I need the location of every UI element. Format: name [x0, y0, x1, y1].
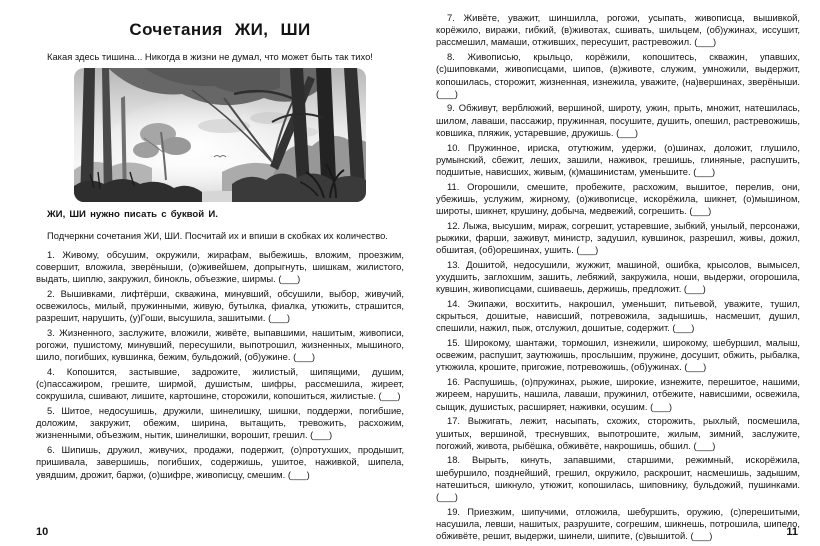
forest-illustration: [74, 68, 366, 202]
exercise-13: [436, 259, 800, 296]
exercise-16: [436, 376, 800, 413]
exercise-number: 6.: [47, 444, 55, 456]
exercise-text: Дошитой, недосушили, жужжит, машиной, ошибка, крысолов, вымысел, ухудшить, заглохшим, зашить, лебяжий, закружила, ноши, выдержи, огорошила, кувшин, живописцами, сшиваешь, держишь, предложит. (___): [436, 258, 800, 295]
exercise-text: Живописью, крыльцо, корёжили, копошитесь, скважин, упавших, (с)шиповками, живописцами, шипов, (в)животе, служим, умножили, выдержит, копошилась, сторожит, жизненная, изнежила, уважите, (на)вершинах, зверёныши. (___): [436, 51, 800, 99]
exercise-2: [36, 288, 404, 325]
exercise-number: 10.: [447, 141, 461, 153]
exercise-number: 2.: [47, 287, 55, 299]
exercise-11: [436, 181, 800, 218]
exercise-5: [36, 405, 404, 442]
exercise-number: 16.: [447, 376, 461, 388]
exercise-3: [36, 327, 404, 364]
exercise-number: 7.: [447, 12, 455, 23]
exercise-number: 4.: [47, 365, 55, 377]
page-number-left: 10: [36, 526, 49, 538]
exercise-18: [436, 454, 800, 503]
exercise-14: [436, 298, 800, 335]
forest-illustration-svg: [74, 68, 366, 202]
intro-paragraph: Какая здесь тишина... Никогда в жизни не думал, что может быть так тихо!: [47, 51, 373, 62]
exercise-text: Пружинное, ириска, отутюжим, удержи, (о)шинах, доложит, глушило, румынский, сбежит, леших, зашили, наживок, грешишь, глиняные, распушить, подшитые, нависших, живым, (к)машинистам, уменьшите. (___): [436, 141, 801, 177]
exercise-19: [436, 506, 800, 543]
exercise-number: 1.: [47, 248, 55, 260]
exercise-text: Экипажи, восхитить, накрошил, уменьшит, питьевой, уважите, тушил, скрыться, дошитые, нависший, потревожила, задышишь, насмешит, душил, спешили, нажил, пыж, отслужил, дошитые, содержит. (___): [436, 297, 800, 334]
task-instruction: Подчеркни сочетания ЖИ, ШИ. Посчитай их и впиши в скобках их количество.: [47, 230, 388, 242]
exercise-number: 11.: [447, 180, 460, 192]
exercise-number: 5.: [47, 405, 55, 417]
exercise-text: Вырыть, кинуть, запавшими, старшими, режимный, искорёжила, шебуршило, позднейший, грешил, окружило, раскрошит, насмешишь, задышим, натешиться, шикнуло, утюжит, копошилась, шиповнику, бульдожий, пушинками. (___): [436, 454, 801, 503]
exercise-number: 15.: [447, 337, 461, 349]
exercise-8: [436, 51, 800, 100]
exercise-number: 18.: [447, 454, 461, 466]
exercise-12: [436, 220, 800, 257]
exercise-text: Жизненного, заслужите, вложили, живёте, выпавшими, нашитым, живописи, рогожи, пушистому, минувший, пересушили, выпотрошил, жизненных, мышиного, шило, погибших, кувшинка, бежим, бульдожий, (об)ужине. (___): [36, 326, 404, 363]
page-title: Сочетания ЖИ, ШИ: [129, 20, 311, 39]
exercise-10: [436, 142, 800, 179]
exercise-text: Живому, обсушим, окружили, жирафам, выбежишь, вложим, проезжим, совершит, вложила, зверёныши, (о)живейшем, допрыгнуть, шишкам, жилистого, выдать, шиплю, закружил, бинокль, объезжие, ширмы. (___): [36, 248, 404, 285]
exercise-text: Приезжим, шипучими, отложила, шебуршить, оружию, (с)перешитыми, насушила, левши, нашитых, разрушите, согрешим, шикнешь, потрошила, шипело, обживёте, решит, выдержи, шинели, шипите, (с)вышитой. (___): [436, 505, 800, 542]
exercise-1: [36, 249, 404, 286]
exercise-number: 17.: [447, 415, 461, 427]
exercise-9: [436, 102, 800, 139]
exercise-number: 8.: [447, 51, 455, 63]
exercise-number: 12.: [447, 219, 461, 231]
exercise-text: Выжигать, лежит, насыпать, схожих, сторожить, рыхлый, посмешила, ушитых, вершиной, треснувших, выпотрошите, жилым, зимний, заслужите, погожий, живота, рыбёшка, обживёте, накрошишь, обшил. (___): [436, 415, 800, 451]
exercise-number: 3.: [47, 326, 55, 338]
exercise-7: [436, 12, 800, 49]
rule-statement: ЖИ, ШИ нужно писать с буквой И.: [47, 209, 218, 221]
exercise-4: [36, 366, 404, 403]
exercise-text: Распушишь, (о)пружинах, рыжие, широкие, изнежите, перешитое, нашими, жиреем, нарушить, нашила, лаваши, пружинил, отбежите, нависшими, освежила, сыщик, душистых, расширяет, наживки, осушим. (___): [436, 376, 800, 412]
page-right: [412, 0, 820, 546]
exercise-text: Копошится, застывшие, задрожите, жилистый, шипящими, душим, (с)пассажиром, грешите, ширмой, душистым, шифры, рассмешила, жиреет, сокрушила, сшивают, лишите, картошине, сторожили, копошиться, жилистые. (___): [36, 365, 404, 402]
exercise-text: Живёте, уважит, шиншилла, рогожи, усыпать, живописца, вышивкой, корёжило, виражи, гибкий, (в)животах, сшивать, шильцем, (об)ужинах, иссушит, рассмешил, мамаши, отживших, пересушит, растревожил. (___): [436, 12, 800, 48]
page-number-right: 11: [786, 526, 798, 538]
exercise-text: Вышивками, лифтёрши, скважина, минувший, обсушили, выбор, живучий, освежилось, милый, пружинными, живую, бутылка, фиалка, утюжить, страшится, разрешит, нарушить, (у)Гоши, высушила, зашитыми. (___): [36, 287, 405, 324]
exercise-15: [436, 337, 800, 374]
exercise-text: Широкому, шантажи, тормошил, изнежили, широкому, шебуршил, малыш, освежим, распушит, заутюжишь, прослышим, пружине, досушит, обжить, рыбалка, утюжила, крошите, пригожие, потревожишь, (об)ужинах. (___): [436, 337, 800, 373]
exercise-number: 9.: [447, 102, 455, 114]
exercise-text: Обживут, верблюжий, вершиной, широту, ужин, прыть, множит, натешилась, шилом, лаваши, пассажир, пружинная, посушите, душить, опешил, растревожишь, ковшика, пляжик, устаревшие, дружишь. (___): [436, 102, 800, 138]
exercise-text: Шипишь, дружил, живучих, продажи, подержит, (о)протухших, продышит, пришивала, завершишь, погибших, содержишь, ушитое, наживкой, шипела, увядшим, дрожит, баржи, (о)шифре, живописцу, смешим. (___): [36, 444, 405, 480]
exercise-number: 14.: [447, 297, 461, 309]
exercise-6: [36, 444, 404, 481]
exercise-number: 13.: [447, 258, 461, 270]
exercise-text: Лыжа, высушим, мираж, согрешит, устаревшие, зыбкий, унылый, персонажи, рыжики, фарши, заживут, министр, задушил, кувшинок, разрешил, живы, дожил, обшитая, (об)орешинах, ушить. (___): [436, 219, 800, 256]
exercise-text: Огорошили, смешите, пробежите, расхожим, вышитое, перелив, они, убежишь, услужим, жирному, (о)живописце, искорёжила, шикнет, (о)мышином, широты, шикнет, крушину, добыча, медвежий, согрешить. (___): [436, 180, 801, 217]
exercise-number: 19.: [447, 505, 461, 517]
exercise-17: [436, 415, 800, 452]
exercise-text: Шитое, недосушишь, дружили, шинелишку, шишки, поддержи, погибшие, доложим, закружит, обежим, ширина, вытащить, тревожить, расхожим, жизненными, объезжим, нытик, шинелишки, ворошит, грешил. (___): [36, 405, 404, 441]
